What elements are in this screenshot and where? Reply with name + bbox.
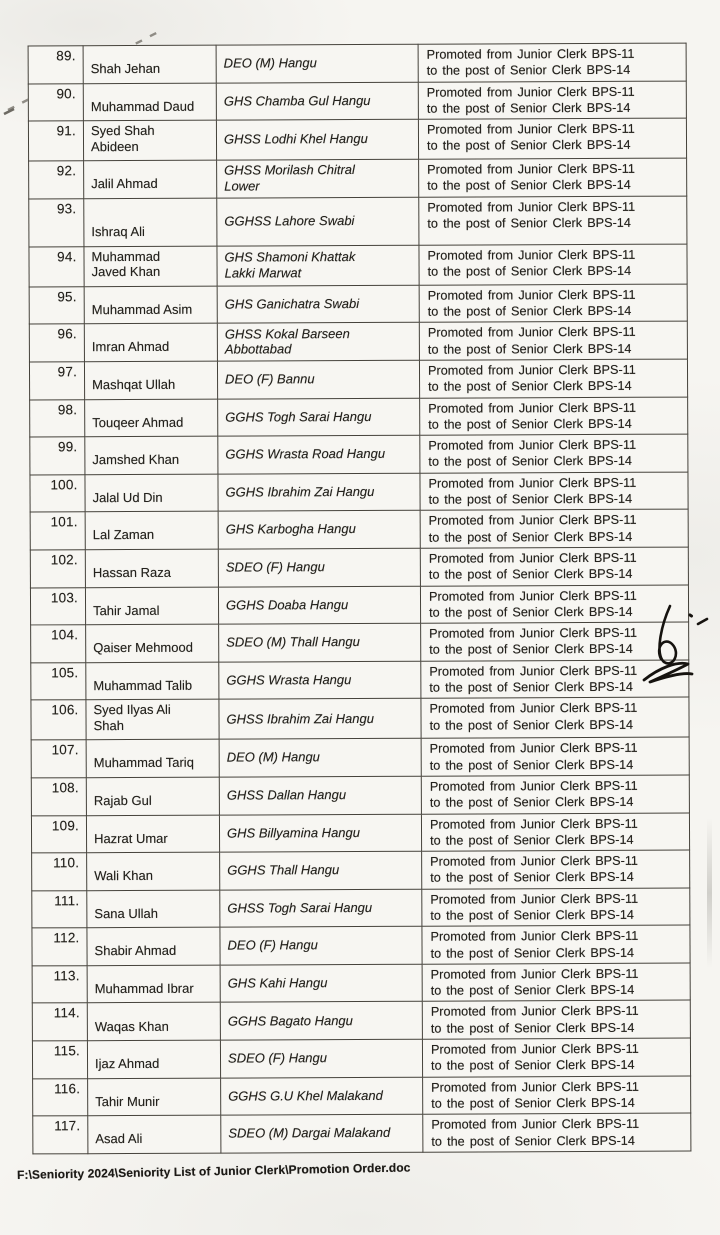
table-row [28,43,686,83]
remark-line-2: to the post of Senior Clerk BPS-14 [429,795,634,810]
remark-line-1: Promoted from Junior Clerk BPS-11 [431,1079,639,1095]
remark-line-1: Promoted from Junior Clerk BPS-11 [428,513,637,529]
employee-name-cell: Ishraq Ali [84,198,217,247]
employee-name-cell: Ijaz Ahmad [87,1040,220,1078]
office-school-cell: DEO (F) Bannu [217,360,419,398]
remark-line-1: Promoted from Junior Clerk BPS-11 [427,161,635,177]
promotion-remark-cell [422,963,690,1002]
serial-number-cell: 117. [33,1116,88,1154]
promotion-remark-cell [423,1113,691,1152]
serial-number-cell: 103. [30,587,85,625]
remark-line-1: Promoted from Junior Clerk BPS-11 [428,400,637,416]
serial-number-cell: 112. [32,928,87,966]
employee-name-cell: Muhammad Javed Khan [84,246,217,287]
office-school-cell: GHS Shamoni Khattak Lakki Marwat [217,245,419,286]
serial-number-cell: 100. [30,474,85,512]
table-row [31,813,689,853]
remark-line-1: Promoted from Junior Clerk BPS-11 [426,46,635,62]
remark-line-1: Promoted from Junior Clerk BPS-11 [430,929,639,944]
serial-number-cell: 96. [29,324,84,362]
remark-line-1: Promoted from Junior Clerk BPS-11 [428,437,637,453]
table-row [30,547,688,587]
table-row [33,1113,691,1153]
table-row [30,397,688,437]
table-row [31,622,689,662]
employee-name-cell: Shah Jehan [83,45,216,83]
remark-line-2: to the post of Senior Clerk BPS-14 [431,1058,635,1074]
remark-line-2: to the post of Senior Clerk BPS-14 [431,1095,635,1111]
table-row [30,434,688,474]
remark-line-1: Promoted from Junior Clerk BPS-11 [429,625,638,641]
serial-number-cell: 92. [29,161,84,199]
table-row [29,284,687,324]
footer-file-path: F:\Seniority 2024\Seniority List of Junior Clerk\Promotion Order.doc [16,1160,411,1182]
serial-number-cell: 110. [32,853,87,891]
remark-line-1: Promoted from Junior Clerk BPS-11 [427,362,636,378]
employee-name-cell: Muhammad Daud [83,83,216,121]
serial-number-cell: 99. [30,437,85,475]
remark-line-2: to the post of Senior Clerk BPS-14 [429,717,634,733]
serial-number-cell: 98. [30,399,85,437]
remark-line-1: Promoted from Junior Clerk BPS-11 [430,966,639,982]
office-school-cell: GHS Billyamina Hangu [219,814,421,852]
employee-name-cell: Sana Ullah [87,890,220,928]
employee-name-cell: Jalal Ud Din [85,474,218,512]
serial-number-cell: 93. [29,198,84,246]
office-school-cell: GGHS Togh Sarai Hangu [218,398,420,436]
table-row [29,321,687,361]
promotion-table [28,43,692,1155]
remark-line-1: Promoted from Junior Clerk BPS-11 [429,778,638,794]
remark-line-2: to the post of Senior Clerk BPS-14 [427,215,631,231]
employee-name-cell: Touqeer Ahmad [85,399,218,437]
table-row [28,81,686,121]
employee-name-cell: Rajab Gul [86,777,219,815]
promotion-remark-cell [420,434,688,473]
employee-name-cell: Syed Shah Abideen [83,120,216,161]
office-school-cell: GHSS Ibrahim Zai Hangu [219,699,421,740]
table-row [31,660,689,700]
serial-number-cell: 108. [31,778,86,816]
remark-line-1: Promoted from Junior Clerk BPS-11 [431,1117,640,1132]
employee-name-cell: Hazrat Umar [86,815,219,853]
employee-name-cell: Wali Khan [87,852,220,890]
promotion-remark-cell [420,472,688,511]
remark-line-1: Promoted from Junior Clerk BPS-11 [426,121,635,137]
table-row [30,472,688,512]
office-school-cell: GGHS Wrasta Hangu [219,661,421,699]
remark-line-2: to the post of Senior Clerk BPS-14 [429,679,633,695]
remark-line-2: to the post of Senior Clerk BPS-14 [429,604,633,620]
table-row [29,196,687,247]
remark-line-2: to the post of Senior Clerk BPS-14 [428,454,632,470]
office-school-cell: SDEO (F) Hangu [220,1039,422,1077]
table-row [31,697,689,740]
table-row [29,244,687,287]
remark-line-1: Promoted from Junior Clerk BPS-11 [429,816,638,832]
serial-number-cell: 95. [29,286,84,324]
promotion-remark-cell [419,196,687,245]
remark-line-2: to the post of Senior Clerk BPS-14 [426,100,631,116]
office-school-cell: GHS Ganichatra Swabi [217,285,419,323]
serial-number-cell: 106. [31,700,86,740]
serial-number-cell: 94. [29,246,84,286]
table-row [31,737,689,777]
promotion-remark-cell [422,925,690,964]
promotion-remark-cell [419,284,687,323]
serial-number-cell: 107. [31,740,86,778]
remark-line-1: Promoted from Junior Clerk BPS-11 [429,663,638,679]
promotion-remark-cell [421,775,689,814]
remark-line-1: Promoted from Junior Clerk BPS-11 [426,84,635,100]
table-row [30,509,688,549]
employee-name-cell: Tahir Jamal [85,587,218,625]
table-row [32,1038,690,1078]
office-school-cell: GHSS Togh Sarai Hangu [220,889,422,927]
promotion-table-body [28,43,691,1154]
promotion-remark-cell [421,737,689,776]
serial-number-cell: 101. [30,512,85,550]
remark-line-1: Promoted from Junior Clerk BPS-11 [430,891,639,907]
remark-line-2: to the post of Senior Clerk BPS-14 [428,567,633,582]
office-school-cell: GHSS Dallan Hangu [219,776,421,814]
table-row [33,1076,691,1116]
serial-number-cell: 109. [31,815,86,853]
promotion-remark-cell [418,118,686,159]
remark-line-1: Promoted from Junior Clerk BPS-11 [430,853,639,869]
remark-line-1: Promoted from Junior Clerk BPS-11 [427,287,636,303]
serial-number-cell: 102. [30,550,85,588]
serial-number-cell: 116. [33,1078,88,1116]
serial-number-cell: 113. [32,966,87,1004]
remark-line-1: Promoted from Junior Clerk BPS-11 [428,550,637,566]
office-school-cell: GGHS Wrasta Road Hangu [218,435,420,473]
promotion-remark-cell [419,321,687,360]
office-school-cell: GHS Kahi Hangu [220,964,422,1002]
remark-line-1: Promoted from Junior Clerk BPS-11 [430,1004,639,1020]
table-row [29,158,687,198]
employee-name-cell: Muhammad Tariq [86,739,219,777]
promotion-remark-cell [420,509,688,548]
employee-name-cell: Hassan Raza [85,549,218,587]
office-school-cell: GHSS Morilash Chitral Lower [217,159,419,197]
remark-line-1: Promoted from Junior Clerk BPS-11 [430,1041,639,1057]
office-school-cell: GGHS Doaba Hangu [218,586,420,624]
table-row [28,118,686,161]
handwritten-signature [628,598,718,700]
promotion-remark-cell [419,158,687,197]
office-school-cell: DEO (M) Hangu [216,44,418,82]
employee-name-cell: Syed Ilyas Ali Shah [86,699,219,740]
table-row [32,850,690,890]
remark-line-2: to the post of Senior Clerk BPS-14 [428,416,632,432]
remark-line-2: to the post of Senior Clerk BPS-14 [430,1020,635,1036]
table-row [30,585,688,625]
table-row [32,925,690,965]
promotion-remark-cell [420,547,688,586]
remark-line-2: to the post of Senior Clerk BPS-14 [427,341,632,357]
office-school-cell: DEO (F) Hangu [220,927,422,965]
office-school-cell: GHS Karbogha Hangu [218,511,420,549]
remark-line-2: to the post of Senior Clerk BPS-14 [428,529,633,545]
promotion-remark-cell [420,397,688,436]
office-school-cell: DEO (M) Hangu [219,739,421,777]
office-school-cell: GGHS Ibrahim Zai Hangu [218,473,420,511]
table-row [31,775,689,815]
employee-name-cell: Lal Zaman [85,511,218,549]
employee-name-cell: Imran Ahmad [84,323,217,361]
remark-line-2: to the post of Senior Clerk BPS-14 [430,907,634,923]
serial-number-cell: 111. [32,890,87,928]
remark-line-2: to the post of Senior Clerk BPS-14 [427,303,632,319]
employee-name-cell: Muhammad Talib [86,662,219,700]
remark-line-2: to the post of Senior Clerk BPS-14 [426,138,631,154]
remark-line-2: to the post of Senior Clerk BPS-14 [429,757,634,773]
promotion-remark-cell [419,244,687,285]
office-school-cell: GGHS G.U Khel Malakand [221,1077,423,1115]
table-row [29,359,687,399]
employee-name-cell: Tahir Munir [88,1078,221,1116]
promotion-remark-cell [421,813,689,852]
remark-line-1: Promoted from Junior Clerk BPS-11 [429,741,638,757]
serial-number-cell: 114. [32,1003,87,1041]
serial-number-cell: 90. [28,83,83,121]
employee-name-cell: Shabir Ahmad [87,927,220,965]
promotion-remark-cell [419,359,687,398]
promotion-remark-cell [422,1001,690,1040]
remark-line-2: to the post of Senior Clerk BPS-14 [428,379,632,394]
promotion-remark-cell [421,697,689,738]
remark-line-2: to the post of Senior Clerk BPS-14 [430,982,635,998]
remark-line-2: to the post of Senior Clerk BPS-14 [431,1133,635,1149]
remark-line-2: to the post of Senior Clerk BPS-14 [426,63,631,78]
employee-name-cell: Qaiser Mehmood [86,624,219,662]
office-school-cell: GGHS Thall Hangu [220,851,422,889]
office-school-cell: SDEO (M) Dargai Malakand [221,1114,423,1152]
employee-name-cell: Asad Ali [88,1115,221,1153]
remark-line-2: to the post of Senior Clerk BPS-14 [429,642,633,658]
remark-line-1: Promoted from Junior Clerk BPS-11 [428,475,637,491]
remark-line-2: to the post of Senior Clerk BPS-14 [430,870,634,886]
remark-line-2: to the post of Senior Clerk BPS-14 [430,945,635,961]
table-row [32,1001,690,1041]
promotion-remark-cell [422,850,690,889]
promotion-remark-cell [423,1076,691,1115]
office-school-cell: GHSS Kokal Barseen Abbottabad [217,323,419,361]
employee-name-cell: Mashqat Ullah [84,361,217,399]
serial-number-cell: 91. [28,121,83,161]
serial-number-cell: 89. [28,46,83,84]
employee-name-cell: Jamshed Khan [85,436,218,474]
employee-name-cell: Waqas Khan [87,1003,220,1041]
employee-name-cell: Muhammad Ibrar [87,965,220,1003]
employee-name-cell: Muhammad Asim [84,286,217,324]
office-school-cell: SDEO (M) Thall Hangu [219,623,421,661]
remark-line-2: to the post of Senior Clerk BPS-14 [427,178,631,194]
remark-line-1: Promoted from Junior Clerk BPS-11 [427,199,636,215]
office-school-cell: GHSS Lodhi Khel Hangu [216,119,418,160]
serial-number-cell: 105. [31,662,86,700]
office-school-cell: GHS Chamba Gul Hangu [216,82,418,120]
promotion-remark-cell [418,43,686,82]
table-row [32,963,690,1003]
employee-name-cell: Jalil Ahmad [84,160,217,198]
page-edge-shadow [707,818,712,968]
promotion-remark-cell [418,81,686,120]
remark-line-1: Promoted from Junior Clerk BPS-11 [429,701,638,717]
serial-number-cell: 115. [32,1041,87,1079]
office-school-cell: GGHSS Lahore Swabi [217,197,419,246]
remark-line-1: Promoted from Junior Clerk BPS-11 [427,325,636,341]
promotion-remark-cell [422,888,690,927]
office-school-cell: GGHS Bagato Hangu [220,1002,422,1040]
office-school-cell: SDEO (F) Hangu [218,548,420,586]
serial-number-cell: 97. [29,362,84,400]
table-row [32,888,690,928]
promotion-remark-cell [422,1038,690,1077]
remark-line-2: to the post of Senior Clerk BPS-14 [427,263,632,279]
remark-line-2: to the post of Senior Clerk BPS-14 [430,832,634,848]
serial-number-cell: 104. [31,625,86,663]
remark-line-1: Promoted from Junior Clerk BPS-11 [428,588,637,604]
remark-line-2: to the post of Senior Clerk BPS-14 [428,491,633,507]
remark-line-1: Promoted from Junior Clerk BPS-11 [427,247,636,263]
